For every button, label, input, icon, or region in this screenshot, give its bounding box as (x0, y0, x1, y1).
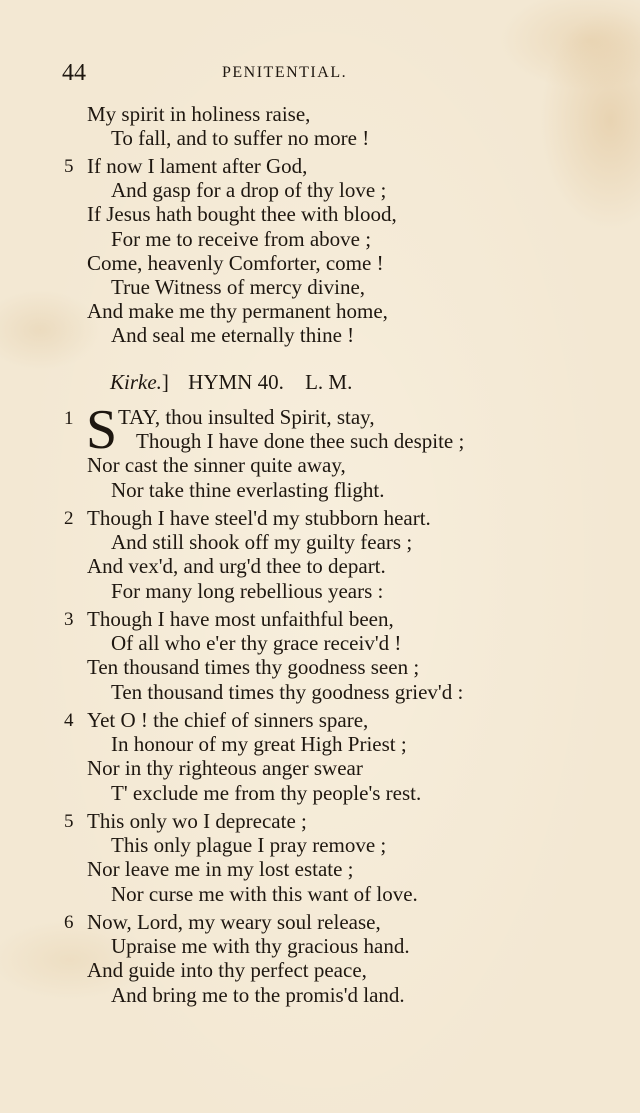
verse-line: Nor curse me with this want of love. (111, 882, 418, 906)
verse-number: 5 (64, 811, 74, 832)
verse-number: 6 (64, 912, 74, 933)
verse-number: 5 (64, 156, 74, 177)
verse-line: Though I have done thee such despite ; (136, 429, 465, 453)
verse-line: Nor take thine everlasting flight. (111, 478, 385, 502)
verse-line: Though I have most unfaithful been, (87, 607, 394, 631)
verse-line: Yet O ! the chief of sinners spare, (87, 708, 369, 732)
verse-line: Though I have steel'd my stubborn heart. (87, 506, 431, 530)
verse-line: In honour of my great High Priest ; (111, 732, 407, 756)
page-number: 44 (62, 60, 86, 86)
verse-line: Nor in thy righteous anger swear (87, 756, 363, 780)
verse-line: To fall, and to suffer no more ! (111, 126, 370, 150)
hymn-meter: L. M. (305, 370, 353, 394)
running-title: PENITENTIAL. (222, 64, 348, 81)
verse-line: Now, Lord, my weary soul release, (87, 910, 381, 934)
verse-number: 3 (64, 609, 74, 630)
verse-line: This only wo I deprecate ; (87, 809, 307, 833)
verse-line: True Witness of mercy divine, (111, 275, 366, 299)
verse-line: T' exclude me from thy people's rest. (111, 781, 422, 805)
verse-line: Nor cast the sinner quite away, (87, 453, 346, 477)
hymn-title: HYMN 40. (188, 370, 284, 394)
verse-line: TAY, thou insulted Spirit, stay, (118, 405, 375, 429)
verse-line: Come, heavenly Comforter, come ! (87, 251, 384, 275)
verse-number: 2 (64, 508, 74, 529)
verse-line: For many long rebellious years : (111, 579, 384, 603)
verse-line: Ten thousand times thy goodness griev'd : (111, 680, 464, 704)
verse-line: And seal me eternally thine ! (111, 323, 355, 347)
verse-line: And vex'd, and urg'd thee to depart. (87, 554, 386, 578)
verse-number: 1 (64, 408, 74, 429)
drop-cap: S (86, 399, 118, 461)
verse-line: This only plague I pray remove ; (111, 833, 387, 857)
hymn-heading (110, 370, 352, 395)
verse-line: And make me thy permanent home, (87, 299, 388, 323)
page-header (62, 60, 532, 90)
verse-line: Ten thousand times thy goodness seen ; (87, 655, 420, 679)
verse-line: If Jesus hath bought thee with blood, (87, 202, 397, 226)
verse-line: And still shook off my guilty fears ; (111, 530, 413, 554)
verse-line: Of all who e'er thy grace receiv'd ! (111, 631, 402, 655)
verse-line: And bring me to the promis'd land. (111, 983, 405, 1007)
verse-line: If now I lament after God, (87, 154, 308, 178)
tune-name: Kirke. (110, 370, 162, 394)
verse-line: For me to receive from above ; (111, 227, 372, 251)
tune-bracket: ] (161, 370, 169, 394)
verse-line: Nor leave me in my lost estate ; (87, 857, 354, 881)
verse-number: 4 (64, 710, 74, 731)
verse-line: And guide into thy perfect peace, (87, 958, 367, 982)
verse-line: Upraise me with thy gracious hand. (111, 934, 410, 958)
verse-line: And gasp for a drop of thy love ; (111, 178, 387, 202)
verse-line: My spirit in holiness raise, (87, 102, 311, 126)
